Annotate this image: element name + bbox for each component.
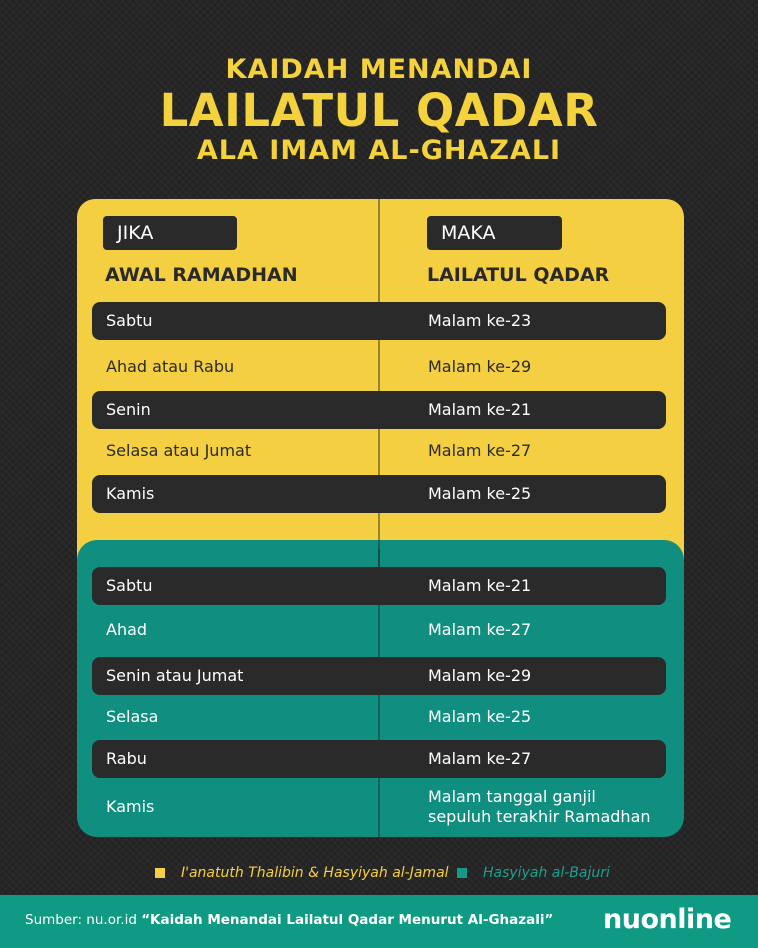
legend-label: Hasyiyah al-Bajuri	[483, 865, 610, 881]
header-awal-ramadhan: AWAL RAMADHAN	[105, 264, 298, 286]
source-title: “Kaidah Menandai Lailatul Qadar Menurut Al-Ghazali”	[141, 912, 554, 928]
table-row	[92, 657, 666, 695]
lailatul-qadar-cell: Malam tanggal ganjil sepuluh terakhir Ramadhan	[428, 787, 651, 826]
lailatul-qadar-cell: Malam ke-29	[428, 666, 532, 685]
awal-ramadhan-cell: Selasa atau Jumat	[106, 441, 252, 460]
legend-swatch-teal	[457, 868, 467, 878]
table-row	[92, 475, 666, 513]
table-row	[92, 788, 666, 826]
title-line-3: ALA IMAM AL-GHAZALI	[196, 135, 562, 166]
lailatul-qadar-cell: Malam ke-27	[428, 749, 532, 768]
table-row	[92, 740, 666, 778]
table-row	[92, 348, 666, 386]
source-credit	[25, 912, 553, 928]
awal-ramadhan-cell: Ahad	[106, 620, 148, 639]
lailatul-qadar-cell: Malam ke-27	[428, 441, 532, 460]
awal-ramadhan-cell: Kamis	[106, 484, 155, 503]
awal-ramadhan-cell: Selasa	[106, 707, 159, 726]
title-main: LAILATUL QADAR	[159, 84, 599, 137]
table-row	[92, 698, 666, 736]
source-prefix: Sumber: nu.or.id	[25, 912, 142, 928]
table-row	[92, 567, 666, 605]
awal-ramadhan-cell: Senin atau Jumat	[106, 666, 244, 685]
lailatul-qadar-cell: Malam ke-27	[428, 620, 532, 639]
awal-ramadhan-cell: Senin	[106, 400, 151, 419]
table-row	[92, 302, 666, 340]
awal-ramadhan-cell: Rabu	[106, 749, 147, 768]
table-row	[92, 432, 666, 470]
lailatul-qadar-cell: Malam ke-21	[428, 576, 532, 595]
header-lailatul-qadar: LAILATUL QADAR	[427, 264, 610, 286]
legend-swatch-yellow	[155, 868, 165, 878]
awal-ramadhan-cell: Sabtu	[106, 576, 153, 595]
lailatul-qadar-cell: Malam ke-29	[428, 357, 532, 376]
title-line-1: KAIDAH MENANDAI	[225, 54, 533, 85]
footer-bar	[0, 895, 758, 948]
awal-ramadhan-cell: Sabtu	[106, 311, 153, 330]
lailatul-qadar-cell: Malam ke-23	[428, 311, 532, 330]
header-maka-box: MAKA	[427, 216, 562, 250]
lailatul-qadar-cell: Malam ke-21	[428, 400, 532, 419]
awal-ramadhan-cell: Kamis	[106, 797, 155, 816]
legend-label: I'anatuth Thalibin & Hasyiyah al-Jamal	[181, 865, 449, 881]
table-row	[92, 611, 666, 649]
lailatul-qadar-cell: Malam ke-25	[428, 707, 532, 726]
awal-ramadhan-cell: Ahad atau Rabu	[106, 357, 235, 376]
lailatul-qadar-cell: Malam ke-25	[428, 484, 532, 503]
header-jika-box: JIKA	[103, 216, 237, 250]
table-row	[92, 391, 666, 429]
nuonline-logo: nuonline	[603, 904, 732, 935]
